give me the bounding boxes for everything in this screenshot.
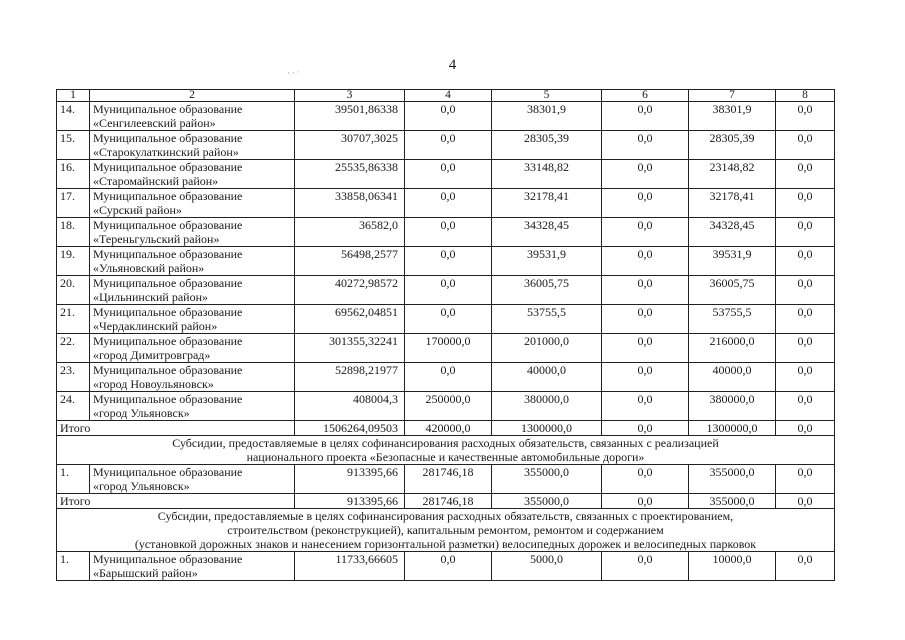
col5-value: 32178,41 bbox=[492, 189, 602, 218]
total-row bbox=[57, 421, 835, 436]
col8-value: 0,0 bbox=[776, 218, 835, 247]
col7-value: 355000,0 bbox=[689, 465, 776, 494]
row-number: 1. bbox=[57, 465, 90, 494]
row-number: 18. bbox=[57, 218, 90, 247]
col6-value: 0,0 bbox=[602, 305, 689, 334]
municipality-name-cell bbox=[90, 305, 295, 334]
municipality-name: «Тереньгульский район» bbox=[93, 232, 220, 246]
table-row bbox=[57, 465, 835, 494]
municipality-name-cell bbox=[90, 363, 295, 392]
col4-value: 170000,0 bbox=[405, 334, 492, 363]
municipality-name: «город Ульяновск» bbox=[93, 406, 190, 420]
section-heading bbox=[57, 509, 835, 552]
col6-value: 0,0 bbox=[602, 363, 689, 392]
col7-value: 36005,75 bbox=[689, 276, 776, 305]
col5-value: 33148,82 bbox=[492, 160, 602, 189]
col7-value: 380000,0 bbox=[689, 392, 776, 421]
page-number: 4 bbox=[448, 57, 457, 73]
municipality-type: Муниципальное образование bbox=[93, 131, 243, 145]
col4-value: 420000,0 bbox=[405, 421, 492, 436]
col8-value: 0,0 bbox=[776, 247, 835, 276]
col7-value: 23148,82 bbox=[689, 160, 776, 189]
col4-value: 0,0 bbox=[405, 276, 492, 305]
municipality-name-cell bbox=[90, 131, 295, 160]
row-number: 1. bbox=[57, 552, 90, 581]
col3-value: 301355,32241 bbox=[295, 334, 405, 363]
col4-value: 0,0 bbox=[405, 102, 492, 131]
row-number: 16. bbox=[57, 160, 90, 189]
column-header: 3 bbox=[295, 90, 405, 102]
section-heading-row bbox=[57, 509, 835, 552]
col8-value: 0,0 bbox=[776, 421, 835, 436]
col6-value: 0,0 bbox=[602, 552, 689, 581]
col4-value: 0,0 bbox=[405, 218, 492, 247]
municipality-name: «Сурский район» bbox=[93, 203, 182, 217]
col6-value: 0,0 bbox=[602, 465, 689, 494]
municipality-name: «Ульяновский район» bbox=[93, 261, 205, 275]
table-row bbox=[57, 189, 835, 218]
col8-value: 0,0 bbox=[776, 494, 835, 509]
col8-value: 0,0 bbox=[776, 102, 835, 131]
col3-value: 913395,66 bbox=[295, 465, 405, 494]
scan-bottom-edge bbox=[0, 628, 905, 640]
col7-value: 38301,9 bbox=[689, 102, 776, 131]
col5-value: 355000,0 bbox=[492, 494, 602, 509]
col5-value: 36005,75 bbox=[492, 276, 602, 305]
municipality-name: «город Новоульяновск» bbox=[93, 377, 214, 391]
row-number: 20. bbox=[57, 276, 90, 305]
col6-value: 0,0 bbox=[602, 189, 689, 218]
col4-value: 250000,0 bbox=[405, 392, 492, 421]
col4-value: 0,0 bbox=[405, 247, 492, 276]
col8-value: 0,0 bbox=[776, 131, 835, 160]
col8-value: 0,0 bbox=[776, 552, 835, 581]
municipality-type: Муниципальное образование bbox=[93, 363, 243, 377]
municipality-type: Муниципальное образование bbox=[93, 305, 243, 319]
col7-value: 10000,0 bbox=[689, 552, 776, 581]
col5-value: 40000,0 bbox=[492, 363, 602, 392]
municipality-name: «Сенгилеевский район» bbox=[93, 116, 216, 130]
col3-value: 39501,86338 bbox=[295, 102, 405, 131]
col5-value: 28305,39 bbox=[492, 131, 602, 160]
municipality-type: Муниципальное образование bbox=[93, 465, 243, 479]
table-row bbox=[57, 102, 835, 131]
municipality-name: «Старокулаткинский район» bbox=[93, 145, 239, 159]
col4-value: 0,0 bbox=[405, 131, 492, 160]
col8-value: 0,0 bbox=[776, 189, 835, 218]
col6-value: 0,0 bbox=[602, 247, 689, 276]
municipality-type: Муниципальное образование bbox=[93, 276, 243, 290]
col6-value: 0,0 bbox=[602, 160, 689, 189]
table-body bbox=[57, 90, 835, 581]
section-heading-line: национального проекта «Безопасные и качественные автомобильные дороги» bbox=[246, 450, 645, 464]
col3-value: 40272,98572 bbox=[295, 276, 405, 305]
col5-value: 34328,45 bbox=[492, 218, 602, 247]
municipality-name-cell bbox=[90, 102, 295, 131]
municipality-type: Муниципальное образование bbox=[93, 392, 243, 406]
col7-value: 39531,9 bbox=[689, 247, 776, 276]
table-row bbox=[57, 276, 835, 305]
municipality-name-cell bbox=[90, 552, 295, 581]
col6-value: 0,0 bbox=[602, 102, 689, 131]
col8-value: 0,0 bbox=[776, 465, 835, 494]
col7-value: 40000,0 bbox=[689, 363, 776, 392]
col5-value: 5000,0 bbox=[492, 552, 602, 581]
col5-value: 39531,9 bbox=[492, 247, 602, 276]
municipality-name-cell bbox=[90, 334, 295, 363]
col7-value: 1300000,0 bbox=[689, 421, 776, 436]
column-header: 7 bbox=[689, 90, 776, 102]
col4-value: 0,0 bbox=[405, 305, 492, 334]
col7-value: 34328,45 bbox=[689, 218, 776, 247]
section-heading bbox=[57, 436, 835, 465]
col7-value: 53755,5 bbox=[689, 305, 776, 334]
col5-value: 1300000,0 bbox=[492, 421, 602, 436]
municipality-name-cell bbox=[90, 465, 295, 494]
col3-value: 25535,86338 bbox=[295, 160, 405, 189]
col7-value: 216000,0 bbox=[689, 334, 776, 363]
municipality-name: «город Димитровград» bbox=[93, 348, 211, 362]
section-heading-line: Субсидии, предоставляемые в целях софинансирования расходных обязательств, связанных с проектированием, bbox=[157, 509, 734, 523]
row-number: 22. bbox=[57, 334, 90, 363]
municipality-name: «город Ульяновск» bbox=[93, 479, 190, 493]
col3-value: 52898,21977 bbox=[295, 363, 405, 392]
col5-value: 201000,0 bbox=[492, 334, 602, 363]
col8-value: 0,0 bbox=[776, 334, 835, 363]
total-row bbox=[57, 494, 835, 509]
col4-value: 0,0 bbox=[405, 160, 492, 189]
row-number: 14. bbox=[57, 102, 90, 131]
col3-value: 1506264,09503 bbox=[295, 421, 405, 436]
header-row bbox=[57, 90, 835, 102]
table-row bbox=[57, 305, 835, 334]
table-row bbox=[57, 247, 835, 276]
table-row bbox=[57, 552, 835, 581]
table-row bbox=[57, 392, 835, 421]
municipality-type: Муниципальное образование bbox=[93, 189, 243, 203]
section-heading-line: Субсидии, предоставляемые в целях софинансирования расходных обязательств, связанных с реализацией bbox=[172, 436, 719, 450]
section-heading-line: (установкой дорожных знаков и нанесением горизонтальной разметки) велосипедных дорожек и велосипедных парковок bbox=[134, 537, 757, 551]
col3-value: 69562,04851 bbox=[295, 305, 405, 334]
col7-value: 355000,0 bbox=[689, 494, 776, 509]
col4-value: 0,0 bbox=[405, 552, 492, 581]
table-row bbox=[57, 363, 835, 392]
col6-value: 0,0 bbox=[602, 131, 689, 160]
municipality-name-cell bbox=[90, 276, 295, 305]
row-number: 24. bbox=[57, 392, 90, 421]
col8-value: 0,0 bbox=[776, 305, 835, 334]
table-row bbox=[57, 334, 835, 363]
col3-value: 408004,3 bbox=[295, 392, 405, 421]
col6-value: 0,0 bbox=[602, 392, 689, 421]
municipality-name-cell bbox=[90, 247, 295, 276]
municipality-name: «Цильнинский район» bbox=[93, 290, 208, 304]
col4-value: 281746,18 bbox=[405, 465, 492, 494]
col7-value: 28305,39 bbox=[689, 131, 776, 160]
col6-value: 0,0 bbox=[602, 276, 689, 305]
col5-value: 380000,0 bbox=[492, 392, 602, 421]
municipality-name: «Старомайнский район» bbox=[93, 174, 219, 188]
col5-value: 38301,9 bbox=[492, 102, 602, 131]
table-row bbox=[57, 218, 835, 247]
municipality-name-cell bbox=[90, 160, 295, 189]
col6-value: 0,0 bbox=[602, 218, 689, 247]
row-number: 15. bbox=[57, 131, 90, 160]
col3-value: 30707,3025 bbox=[295, 131, 405, 160]
column-header: 5 bbox=[492, 90, 602, 102]
column-header: 2 bbox=[90, 90, 295, 102]
col8-value: 0,0 bbox=[776, 363, 835, 392]
row-number: 23. bbox=[57, 363, 90, 392]
municipality-type: Муниципальное образование bbox=[93, 247, 243, 261]
municipality-name: «Чердаклинский район» bbox=[93, 319, 218, 333]
col3-value: 33858,06341 bbox=[295, 189, 405, 218]
col6-value: 0,0 bbox=[602, 421, 689, 436]
col5-value: 53755,5 bbox=[492, 305, 602, 334]
col3-value: 56498,2577 bbox=[295, 247, 405, 276]
col4-value: 0,0 bbox=[405, 189, 492, 218]
col4-value: 0,0 bbox=[405, 363, 492, 392]
column-header: 4 bbox=[405, 90, 492, 102]
column-header: 6 bbox=[602, 90, 689, 102]
col4-value: 281746,18 bbox=[405, 494, 492, 509]
municipality-name-cell bbox=[90, 392, 295, 421]
total-label: Итого bbox=[57, 494, 295, 509]
column-header: 1 bbox=[57, 90, 90, 102]
municipality-type: Муниципальное образование bbox=[93, 218, 243, 232]
subsidy-table bbox=[56, 89, 835, 581]
row-number: 21. bbox=[57, 305, 90, 334]
col6-value: 0,0 bbox=[602, 334, 689, 363]
municipality-type: Муниципальное образование bbox=[93, 334, 243, 348]
col6-value: 0,0 bbox=[602, 494, 689, 509]
total-label: Итого bbox=[57, 421, 295, 436]
municipality-name-cell bbox=[90, 218, 295, 247]
section-heading-line: строительством (реконструкцией), капитальным ремонтом, ремонтом и содержанием bbox=[227, 523, 664, 537]
col3-value: 913395,66 bbox=[295, 494, 405, 509]
col7-value: 32178,41 bbox=[689, 189, 776, 218]
section-heading-row bbox=[57, 436, 835, 465]
table-row bbox=[57, 160, 835, 189]
row-number: 17. bbox=[57, 189, 90, 218]
municipality-name-cell bbox=[90, 189, 295, 218]
col8-value: 0,0 bbox=[776, 392, 835, 421]
municipality-name: «Барышский район» bbox=[93, 566, 198, 580]
col5-value: 355000,0 bbox=[492, 465, 602, 494]
municipality-type: Муниципальное образование bbox=[93, 160, 243, 174]
column-header: 8 bbox=[776, 90, 835, 102]
col8-value: 0,0 bbox=[776, 276, 835, 305]
municipality-type: Муниципальное образование bbox=[93, 102, 243, 116]
table-row bbox=[57, 131, 835, 160]
col3-value: 11733,66605 bbox=[295, 552, 405, 581]
municipality-type: Муниципальное образование bbox=[93, 552, 243, 566]
row-number: 19. bbox=[57, 247, 90, 276]
stray-mark: · ‧ ˑ bbox=[287, 68, 300, 78]
col3-value: 36582,0 bbox=[295, 218, 405, 247]
col8-value: 0,0 bbox=[776, 160, 835, 189]
